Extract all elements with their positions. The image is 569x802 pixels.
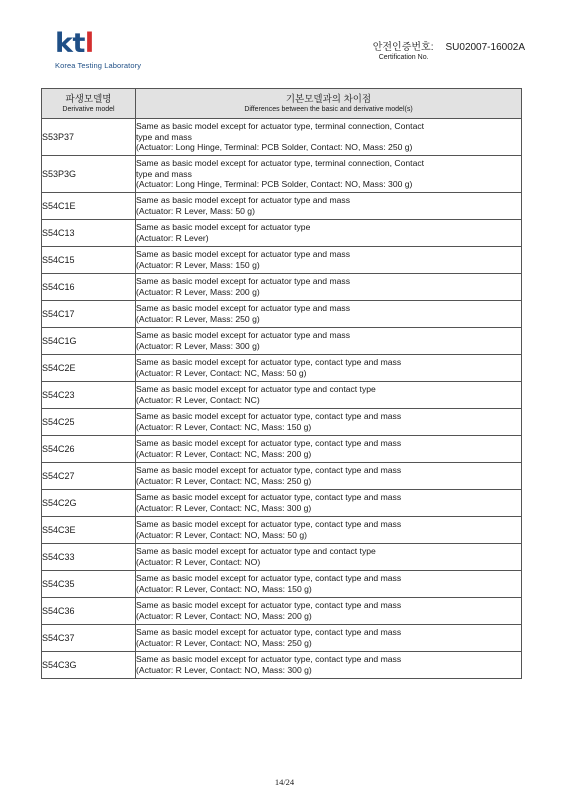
model-cell: S54C23 xyxy=(42,382,136,409)
table-row xyxy=(42,625,522,652)
model-cell: S54C13 xyxy=(42,220,136,247)
table-row xyxy=(42,652,522,679)
diff-cell xyxy=(136,193,522,220)
diff-detail: (Actuator: R Lever, Contact: NO) xyxy=(136,557,261,567)
diff-detail: (Actuator: R Lever, Mass: 150 g) xyxy=(136,260,260,270)
table-row xyxy=(42,301,522,328)
diff-cell xyxy=(136,247,522,274)
diff-cell xyxy=(136,274,522,301)
model-cell: S54C26 xyxy=(42,436,136,463)
diff-line: Same as basic model except for actuator type and mass xyxy=(136,330,350,341)
diff-cell xyxy=(136,625,522,652)
diff-detail: (Actuator: R Lever, Contact: NO, Mass: 300 g) xyxy=(136,665,312,675)
header-model-ko: 파생모델명 xyxy=(65,93,112,105)
model-cell: S54C1E xyxy=(42,193,136,220)
diff-detail: (Actuator: R Lever, Contact: NO, Mass: 50 g) xyxy=(136,530,307,540)
diff-cell xyxy=(136,436,522,463)
table-row xyxy=(42,463,522,490)
cert-label-ko: 안전인증번호: xyxy=(372,42,434,53)
table-row xyxy=(42,328,522,355)
diff-cell xyxy=(136,119,522,156)
derivative-model-table xyxy=(41,88,522,679)
diff-line: type and mass xyxy=(136,168,192,179)
diff-cell xyxy=(136,382,522,409)
model-cell: S54C35 xyxy=(42,571,136,598)
table-row xyxy=(42,156,522,193)
cert-label-en: Certification No. xyxy=(378,54,429,61)
table-row xyxy=(42,409,522,436)
logo-mark: ktl xyxy=(55,28,94,59)
diff-cell xyxy=(136,571,522,598)
header-diff-ko: 기본모델과의 차이점 xyxy=(285,93,372,105)
diff-line: Same as basic model except for actuator type, contact type and mass xyxy=(136,492,402,503)
diff-cell xyxy=(136,409,522,436)
diff-detail: (Actuator: R Lever, Contact: NC, Mass: 200 g) xyxy=(136,449,312,459)
model-cell: S54C36 xyxy=(42,598,136,625)
table-row xyxy=(42,571,522,598)
cert-number: SU02007-16002A xyxy=(445,42,525,53)
diff-cell xyxy=(136,156,522,193)
model-cell: S54C27 xyxy=(42,463,136,490)
model-cell: S54C37 xyxy=(42,625,136,652)
diff-detail: (Actuator: R Lever, Mass: 50 g) xyxy=(136,206,255,216)
diff-detail: (Actuator: R Lever, Mass: 300 g) xyxy=(136,341,260,351)
diff-line: Same as basic model except for actuator type, contact type and mass xyxy=(136,654,402,665)
table-row xyxy=(42,247,522,274)
table-row xyxy=(42,193,522,220)
diff-cell xyxy=(136,301,522,328)
diff-line: Same as basic model except for actuator type and mass xyxy=(136,249,350,260)
diff-cell xyxy=(136,598,522,625)
diff-line: Same as basic model except for actuator type, terminal connection, Contact xyxy=(136,120,425,131)
diff-detail: (Actuator: R Lever, Contact: NO, Mass: 150 g) xyxy=(136,584,312,594)
diff-cell xyxy=(136,463,522,490)
table-row xyxy=(42,119,522,156)
header-diff-en: Differences between the basic and derivative model(s) xyxy=(244,105,413,113)
diff-detail: (Actuator: Long Hinge, Terminal: PCB Solder, Contact: NO, Mass: 300 g) xyxy=(136,179,413,190)
diff-line: Same as basic model except for actuator type and mass xyxy=(136,303,350,314)
diff-detail: (Actuator: R Lever, Contact: NC, Mass: 300 g) xyxy=(136,503,312,513)
diff-cell xyxy=(136,328,522,355)
diff-cell xyxy=(136,517,522,544)
model-cell: S54C16 xyxy=(42,274,136,301)
diff-line: Same as basic model except for actuator type and mass xyxy=(136,276,350,287)
diff-line: Same as basic model except for actuator type, contact type and mass xyxy=(136,573,402,584)
diff-detail: (Actuator: R Lever, Contact: NC, Mass: 250 g) xyxy=(136,476,312,486)
diff-detail: (Actuator: R Lever, Mass: 250 g) xyxy=(136,314,260,324)
diff-cell xyxy=(136,490,522,517)
header-cell-diff xyxy=(136,89,522,119)
diff-line: type and mass xyxy=(136,131,192,142)
certification-block xyxy=(373,38,525,61)
diff-cell xyxy=(136,220,522,247)
table-row xyxy=(42,355,522,382)
table-row xyxy=(42,490,522,517)
diff-line: Same as basic model except for actuator type, contact type and mass xyxy=(136,411,402,422)
diff-line: Same as basic model except for actuator type xyxy=(136,222,311,233)
table-row xyxy=(42,382,522,409)
model-cell: S53P3G xyxy=(42,156,136,193)
diff-detail: (Actuator: R Lever, Mass: 200 g) xyxy=(136,287,260,297)
diff-line: Same as basic model except for actuator type, contact type and mass xyxy=(136,465,402,476)
diff-line: Same as basic model except for actuator type, contact type and mass xyxy=(136,600,402,611)
table-header-row xyxy=(42,89,522,119)
model-cell: S54C3E xyxy=(42,517,136,544)
table-row xyxy=(42,544,522,571)
model-cell: S54C1G xyxy=(42,328,136,355)
model-cell: S53P37 xyxy=(42,119,136,156)
diff-detail: (Actuator: R Lever, Contact: NO, Mass: 250 g) xyxy=(136,638,312,648)
model-cell: S54C15 xyxy=(42,247,136,274)
model-cell: S54C2G xyxy=(42,490,136,517)
diff-line: Same as basic model except for actuator type, contact type and mass xyxy=(136,438,402,449)
diff-line: Same as basic model except for actuator type and mass xyxy=(136,195,350,206)
diff-cell xyxy=(136,652,522,679)
diff-line: Same as basic model except for actuator type and contact type xyxy=(136,546,376,557)
model-cell: S54C33 xyxy=(42,544,136,571)
diff-line: Same as basic model except for actuator type, contact type and mass xyxy=(136,519,402,530)
table-row xyxy=(42,436,522,463)
ktl-logo xyxy=(55,30,175,80)
diff-detail: (Actuator: R Lever, Contact: NO, Mass: 200 g) xyxy=(136,611,312,621)
table-row xyxy=(42,220,522,247)
header-model-en: Derivative model xyxy=(62,105,115,113)
diff-line: Same as basic model except for actuator type, contact type and mass xyxy=(136,357,402,368)
diff-detail: (Actuator: Long Hinge, Terminal: PCB Solder, Contact: NO, Mass: 250 g) xyxy=(136,142,413,153)
diff-detail: (Actuator: R Lever, Contact: NC, Mass: 50 g) xyxy=(136,368,307,378)
table-row xyxy=(42,598,522,625)
diff-cell xyxy=(136,355,522,382)
diff-line: Same as basic model except for actuator type, terminal connection, Contact xyxy=(136,157,425,168)
model-cell: S54C2E xyxy=(42,355,136,382)
diff-line: Same as basic model except for actuator type and contact type xyxy=(136,384,376,395)
table-row xyxy=(42,517,522,544)
model-cell: S54C17 xyxy=(42,301,136,328)
model-cell: S54C25 xyxy=(42,409,136,436)
diff-cell xyxy=(136,544,522,571)
diff-line: Same as basic model except for actuator type, contact type and mass xyxy=(136,627,402,638)
diff-detail: (Actuator: R Lever, Contact: NC) xyxy=(136,395,260,405)
logo-subtitle: Korea Testing Laboratory xyxy=(55,61,142,70)
header-cell-model xyxy=(42,89,136,119)
model-cell: S54C3G xyxy=(42,652,136,679)
diff-detail: (Actuator: R Lever) xyxy=(136,233,209,243)
page-number: 14/24 xyxy=(274,777,295,787)
diff-detail: (Actuator: R Lever, Contact: NC, Mass: 150 g) xyxy=(136,422,312,432)
table-row xyxy=(42,274,522,301)
